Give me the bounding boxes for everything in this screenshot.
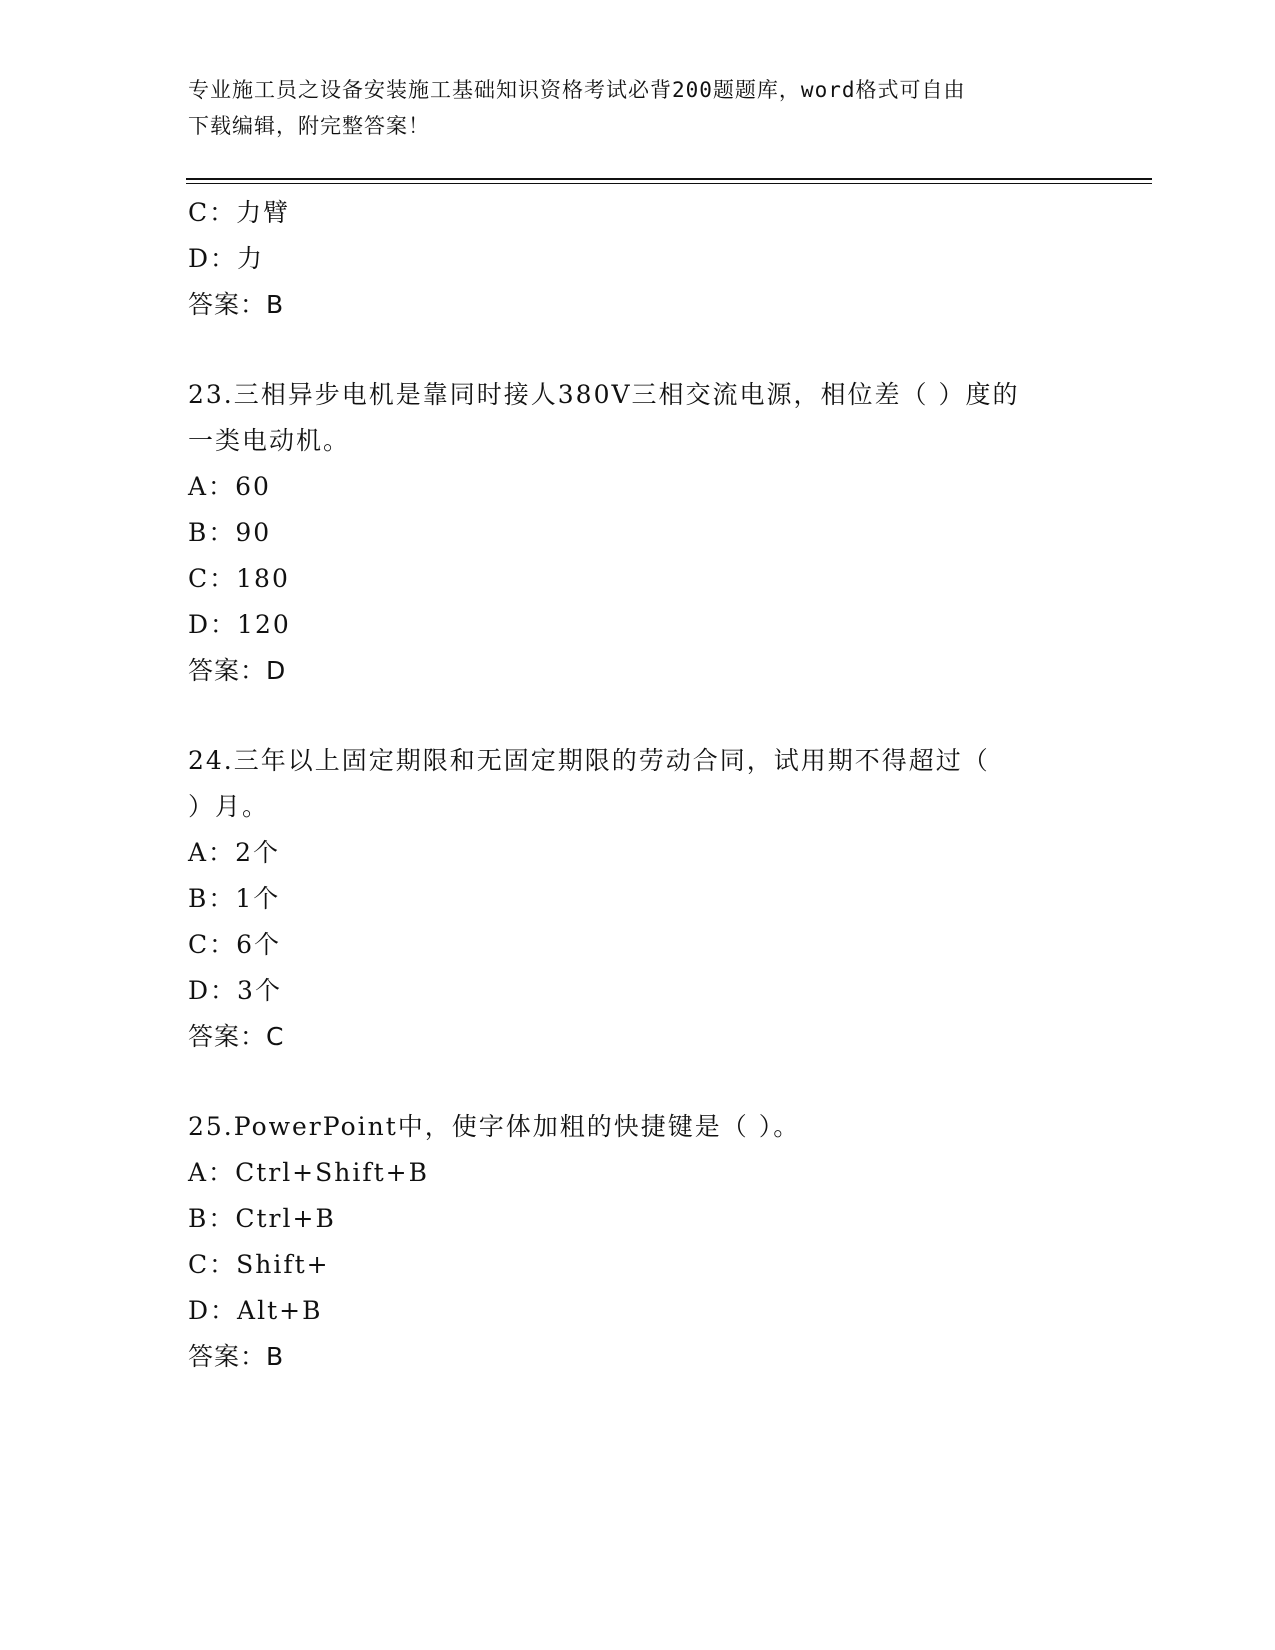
question-23: [188, 372, 1088, 694]
option-a: A：Ctrl+Shift+B: [188, 1158, 429, 1187]
question-22-continued: [188, 190, 1088, 328]
answer: 答案：B: [188, 1342, 285, 1371]
answer: 答案：D: [188, 656, 287, 685]
header-line-1: 专业施工员之设备安装施工基础知识资格考试必背200题题库，word格式可自由: [188, 78, 966, 102]
question-25: [188, 1104, 1088, 1380]
option-d: D：Alt+B: [188, 1296, 323, 1325]
option-b: B：Ctrl+B: [188, 1204, 336, 1233]
document-header: [188, 72, 1068, 144]
option-c: C：Shift+: [188, 1250, 330, 1279]
question-24: [188, 738, 1088, 1060]
spacer: [188, 694, 1088, 738]
spacer: [188, 328, 1088, 372]
option-c: C：6个: [188, 930, 282, 959]
option-c: C：力臂: [188, 198, 291, 227]
option-a: A：60: [188, 472, 271, 501]
option-d: D：3个: [188, 976, 282, 1005]
question-text-line-1: 23.三相异步电机是靠同时接人380V三相交流电源，相位差（ ）度的: [188, 380, 1020, 409]
option-b: B：1个: [188, 884, 281, 913]
option-d: D：120: [188, 610, 291, 639]
question-text-line-2: 一类电动机。: [188, 426, 351, 455]
question-text-line-1: 24.三年以上固定期限和无固定期限的劳动合同，试用期不得超过（: [188, 746, 990, 775]
option-c: C：180: [188, 564, 290, 593]
question-text-line-1: 25.PowerPoint中，使字体加粗的快捷键是（ ）。: [188, 1112, 801, 1141]
question-list: [188, 190, 1088, 1380]
option-d: D：力: [188, 244, 265, 273]
option-b: B：90: [188, 518, 272, 547]
option-a: A：2个: [188, 838, 280, 867]
answer: 答案：C: [188, 1022, 285, 1051]
spacer: [188, 1060, 1088, 1104]
header-line-2: 下载编辑，附完整答案！: [188, 114, 430, 138]
question-text-line-2: ）月。: [188, 792, 270, 821]
header-divider: [186, 178, 1152, 184]
answer: 答案：B: [188, 290, 285, 319]
